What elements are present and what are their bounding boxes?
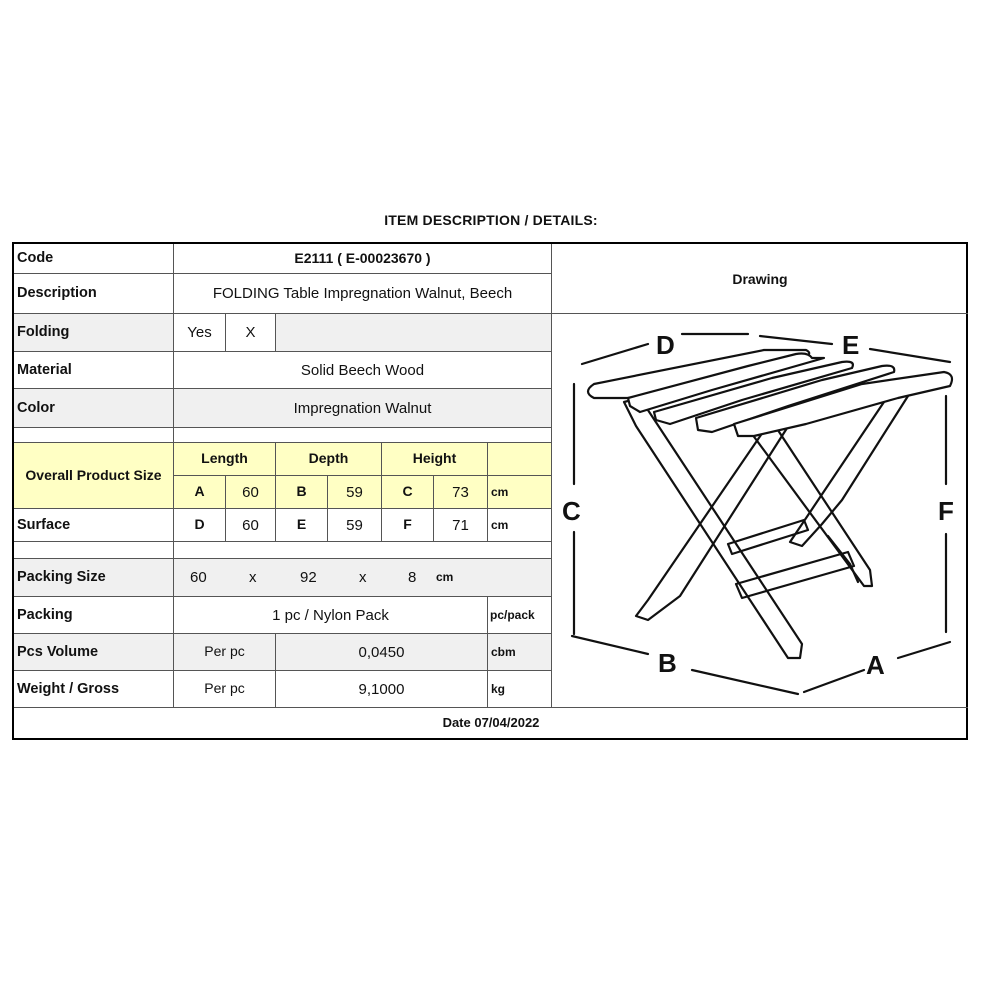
e-value: 59 bbox=[328, 509, 382, 542]
overall-unit-header bbox=[488, 443, 552, 476]
weight-unit: kg bbox=[488, 671, 552, 708]
dimension-letter-d: D bbox=[656, 330, 675, 360]
dimension-line-b bbox=[572, 636, 648, 654]
packing-value: 1 pc / Nylon Pack bbox=[174, 597, 488, 634]
dimension-line-e bbox=[870, 349, 950, 362]
packing-x-1: x bbox=[249, 569, 257, 586]
packing-unit: pc/pack bbox=[488, 597, 552, 634]
packing-height: 8 bbox=[408, 569, 417, 586]
pcs-volume-per: Per pc bbox=[174, 634, 276, 671]
description-value: FOLDING Table Impregnation Walnut, Beech bbox=[174, 274, 552, 314]
folding-label: Folding bbox=[14, 314, 174, 352]
spacer-cell bbox=[14, 428, 174, 443]
color-label: Color bbox=[14, 389, 174, 428]
weight-value: 9,1000 bbox=[276, 671, 488, 708]
folding-yes: Yes bbox=[174, 314, 226, 352]
pcs-volume-value: 0,0450 bbox=[276, 634, 488, 671]
packing-x-2: x bbox=[359, 569, 367, 586]
packing-width: 92 bbox=[300, 569, 317, 586]
overall-size-label: Overall Product Size bbox=[14, 443, 174, 509]
dimension-letter-b: B bbox=[658, 648, 677, 678]
dimension-line-a bbox=[898, 642, 950, 658]
e-letter: E bbox=[276, 509, 328, 542]
weight-label: Weight / Gross bbox=[14, 671, 174, 708]
packing-size-unit: cm bbox=[436, 570, 454, 585]
dimension-line-a bbox=[804, 670, 864, 692]
a-value: 60 bbox=[226, 476, 276, 509]
item-details-sheet bbox=[12, 242, 968, 740]
surface-label: Surface bbox=[14, 509, 174, 542]
code-label: Code bbox=[14, 244, 174, 274]
color-value: Impregnation Walnut bbox=[174, 389, 552, 428]
dimension-line-e bbox=[760, 336, 832, 344]
b-value: 59 bbox=[328, 476, 382, 509]
d-value: 60 bbox=[226, 509, 276, 542]
dimension-letter-c: C bbox=[562, 496, 581, 526]
table-drawing bbox=[552, 314, 968, 708]
dimension-letter-e: E bbox=[842, 330, 860, 360]
weight-per: Per pc bbox=[174, 671, 276, 708]
spacer-cell bbox=[174, 542, 552, 559]
dimension-line-d bbox=[582, 344, 648, 364]
height-header: Height bbox=[382, 443, 488, 476]
dimension-letter-a: A bbox=[866, 650, 885, 680]
description-label: Description bbox=[14, 274, 174, 314]
overall-unit: cm bbox=[488, 476, 552, 509]
depth-header: Depth bbox=[276, 443, 382, 476]
page-title: ITEM DESCRIPTION / DETAILS: bbox=[384, 212, 598, 228]
code-value: E2111 ( E-00023670 ) bbox=[174, 244, 552, 274]
pcs-volume-unit: cbm bbox=[488, 634, 552, 671]
spacer-cell bbox=[174, 428, 552, 443]
material-value: Solid Beech Wood bbox=[174, 352, 552, 389]
pcs-volume-label: Pcs Volume bbox=[14, 634, 174, 671]
table-leg bbox=[752, 412, 872, 586]
spacer-cell bbox=[14, 542, 174, 559]
packing-size-value bbox=[174, 559, 552, 597]
table-crossbar bbox=[736, 552, 854, 598]
length-header: Length bbox=[174, 443, 276, 476]
f-letter: F bbox=[382, 509, 434, 542]
surface-unit: cm bbox=[488, 509, 552, 542]
folding-empty bbox=[276, 314, 552, 352]
drawing-cell bbox=[552, 314, 968, 708]
a-letter: A bbox=[174, 476, 226, 509]
b-letter: B bbox=[276, 476, 328, 509]
date-footer: Date 07/04/2022 bbox=[442, 714, 540, 730]
packing-length: 60 bbox=[190, 569, 207, 586]
d-letter: D bbox=[174, 509, 226, 542]
material-label: Material bbox=[14, 352, 174, 389]
c-value: 73 bbox=[434, 476, 488, 509]
folding-mark: X bbox=[226, 314, 276, 352]
drawing-header: Drawing bbox=[552, 244, 968, 314]
packing-size-label: Packing Size bbox=[14, 559, 174, 597]
packing-label: Packing bbox=[14, 597, 174, 634]
dimension-letter-f: F bbox=[938, 496, 954, 526]
c-letter: C bbox=[382, 476, 434, 509]
dimension-line-b bbox=[692, 670, 798, 694]
f-value: 71 bbox=[434, 509, 488, 542]
